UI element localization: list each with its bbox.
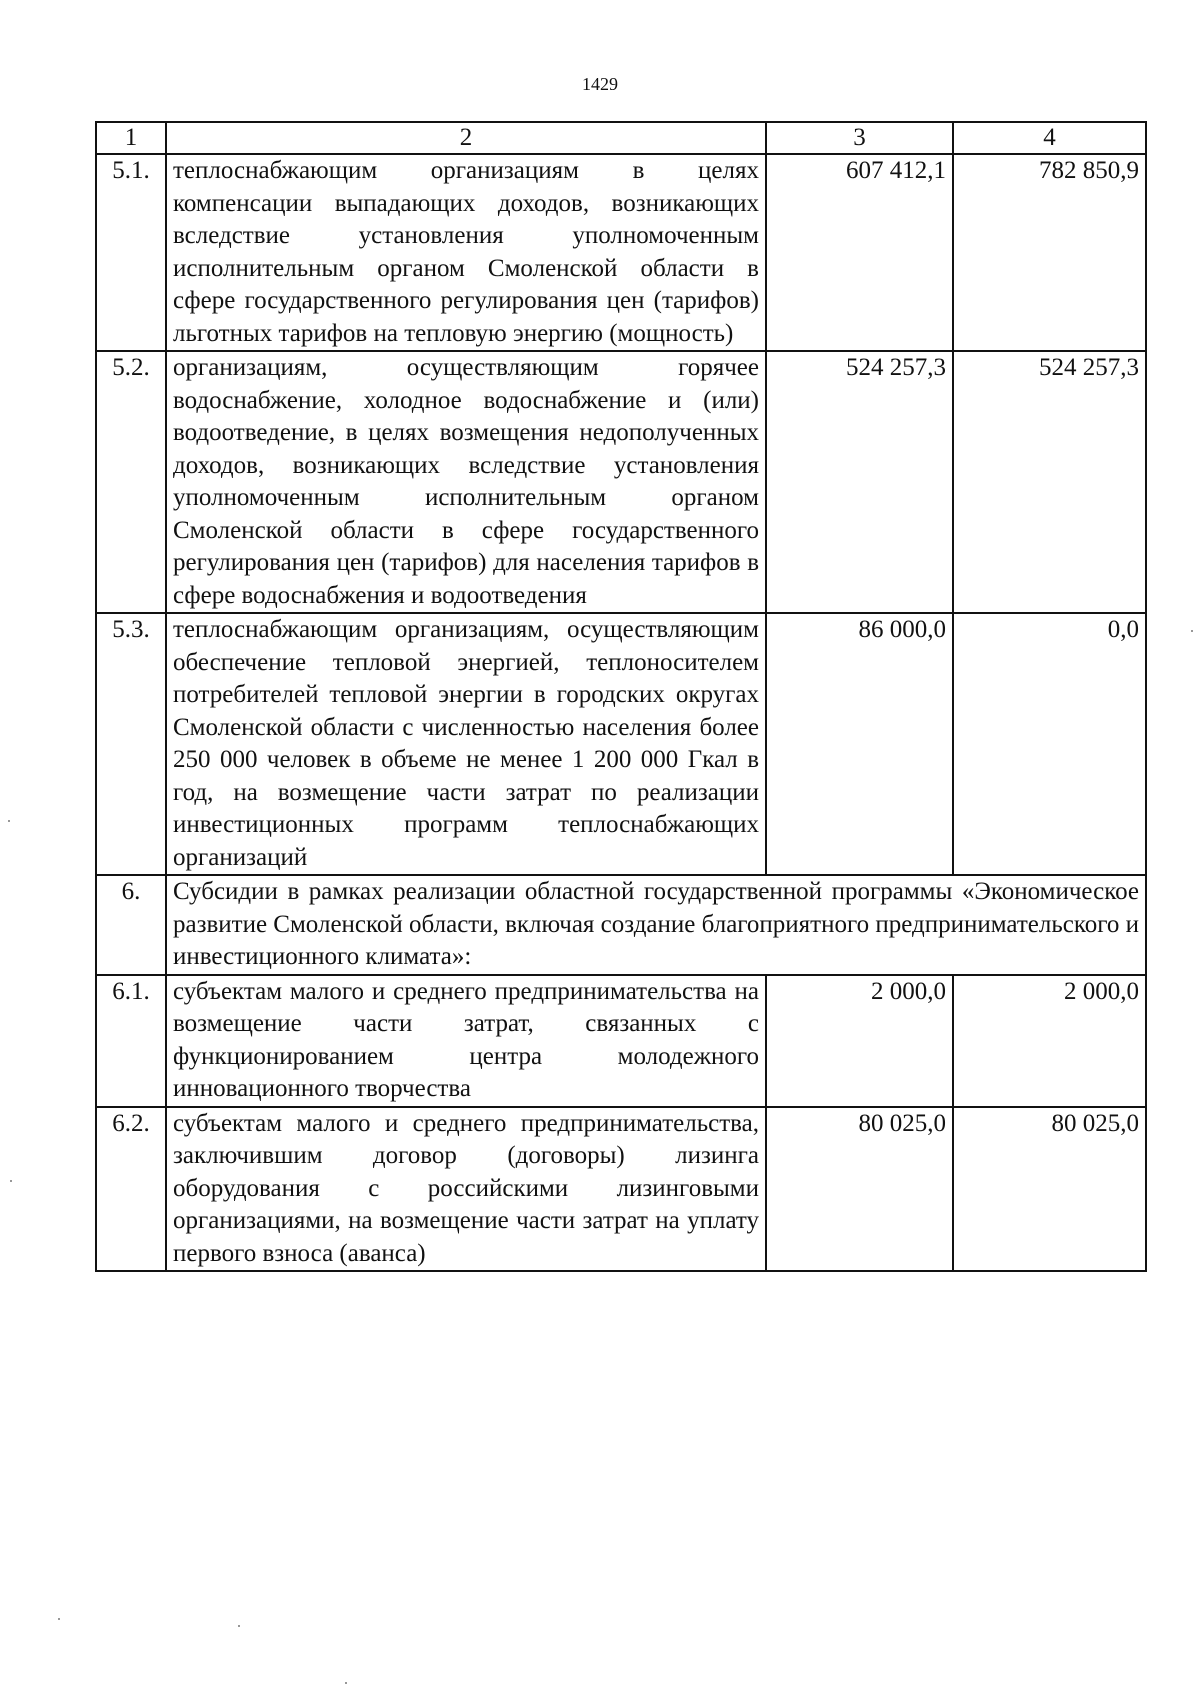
- table-header-row: [96, 122, 1146, 154]
- row-description: организациям, осуществляющим горячее водоснабжение, холодное водоснабжение и (или) водоотведение, в целях возмещения недополученных доходов, возникающих вследствие установления уполномоченным исполнительным органом Смоленской области в сфере государственного регулирования цен (тарифов) для населения тарифов в сфере водоснабжения и водоотведения: [166, 351, 766, 613]
- row-amount-col3: 607 412,1: [766, 154, 953, 351]
- page-number: 1429: [582, 74, 618, 94]
- row-amount-col4: 2 000,0: [953, 975, 1146, 1107]
- row-amount-col3: 524 257,3: [766, 351, 953, 613]
- table-row: [96, 975, 1146, 1107]
- row-amount-col3: 80 025,0: [766, 1107, 953, 1272]
- row-number: 5.2.: [96, 351, 166, 613]
- budget-table: [95, 121, 1147, 1272]
- scan-speck: [58, 1618, 60, 1620]
- row-number: 5.1.: [96, 154, 166, 351]
- column-header-3: 3: [766, 122, 953, 154]
- row-amount-col4: 0,0: [953, 613, 1146, 875]
- row-description: теплоснабжающим организациям, осуществляющим обеспечение тепловой энергией, теплоносителем потребителей тепловой энергии в городских округах Смоленской области с численностью населения более 250 000 человек в объеме не менее 1 200 000 Гкал в год, на возмещение части затрат по реализации инвестиционных программ теплоснабжающих организаций: [166, 613, 766, 875]
- row-amount-col4: 524 257,3: [953, 351, 1146, 613]
- column-header-2: 2: [166, 122, 766, 154]
- row-description: субъектам малого и среднего предпринимательства, заключившим договор (договоры) лизинга оборудования с российскими лизинговыми организациями, на возмещение части затрат на уплату первого взноса (аванса): [166, 1107, 766, 1272]
- column-header-1: 1: [96, 122, 166, 154]
- scan-speck: [238, 1625, 240, 1627]
- table-row: [96, 1107, 1146, 1272]
- row-description: субъектам малого и среднего предпринимательства на возмещение части затрат, связанных с функционированием центра молодежного инновационного творчества: [166, 975, 766, 1107]
- table-section-row: [96, 875, 1146, 975]
- table-row: [96, 351, 1146, 613]
- scan-speck: [10, 1180, 12, 1182]
- row-description: теплоснабжающим организациям в целях компенсации выпадающих доходов, возникающих вследствие установления уполномоченным исполнительным органом Смоленской области в сфере государственного регулирования цен (тарифов) льготных тарифов на тепловую энергию (мощность): [166, 154, 766, 351]
- row-amount-col4: 80 025,0: [953, 1107, 1146, 1272]
- scan-speck: [8, 820, 10, 822]
- row-number: 6.: [96, 875, 166, 975]
- table-row: [96, 613, 1146, 875]
- row-number: 6.1.: [96, 975, 166, 1107]
- row-number: 6.2.: [96, 1107, 166, 1272]
- section-description: Субсидии в рамках реализации областной государственной программы «Экономическое развитие Смоленской области, включая создание благоприятного предпринимательского и инвестиционного климата»:: [166, 875, 1146, 975]
- column-header-4: 4: [953, 122, 1146, 154]
- row-number: 5.3.: [96, 613, 166, 875]
- scan-speck: [1191, 630, 1193, 632]
- row-amount-col3: 86 000,0: [766, 613, 953, 875]
- table-row: [96, 154, 1146, 351]
- row-amount-col3: 2 000,0: [766, 975, 953, 1107]
- row-amount-col4: 782 850,9: [953, 154, 1146, 351]
- scan-speck: [345, 1682, 347, 1684]
